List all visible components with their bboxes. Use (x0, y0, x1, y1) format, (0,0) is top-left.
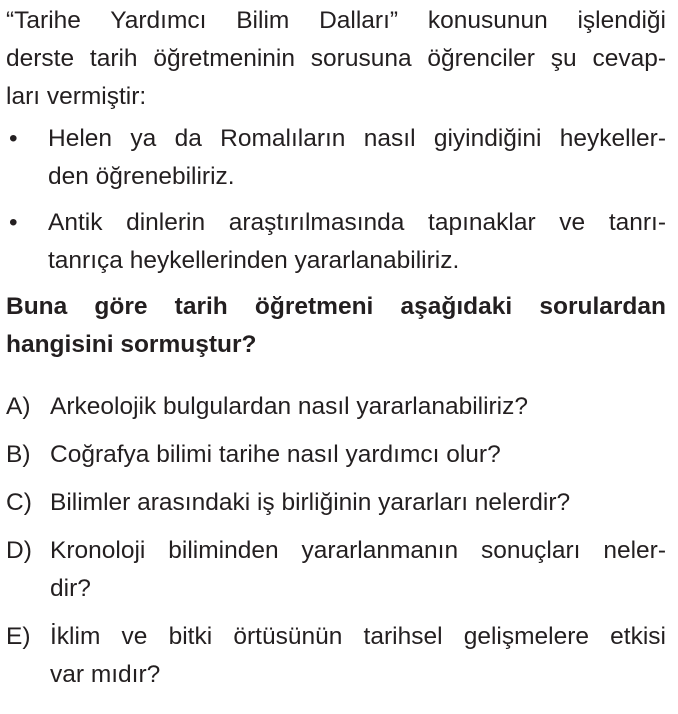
option-e[interactable] (6, 618, 666, 694)
prompt-line-1: Buna göre tarih öğretmeni aşağıdaki sorulardan (6, 293, 666, 320)
option-text: Bilimler arasındaki iş birliğinin yararları nelerdir? (50, 489, 571, 516)
option-c[interactable] (6, 484, 666, 522)
option-text: Arkeolojik bulgulardan nasıl yararlanabiliriz? (50, 393, 529, 420)
question-prompt (6, 288, 666, 364)
student-answers (6, 120, 666, 280)
option-a[interactable] (6, 388, 666, 426)
question-block (6, 2, 666, 704)
option-letter: D) (6, 537, 32, 564)
answer-item-2 (6, 204, 666, 280)
option-text-line-2: dir? (50, 575, 91, 602)
option-b[interactable] (6, 436, 666, 474)
option-text-line-1: İklim ve bitki örtüsünün tarihsel gelişmelere etkisi (50, 623, 666, 650)
option-d[interactable] (6, 532, 666, 608)
answer-2-line-2: tanrıça heykellerinden yararlanabiliriz. (48, 247, 460, 274)
answer-2-line-1: Antik dinlerin araştırılmasında tapınaklar ve tanrı- (48, 209, 666, 236)
intro-line-1: “Tarihe Yardımcı Bilim Dalları” konusunun işlendiği (6, 7, 666, 34)
option-letter: C) (6, 489, 32, 516)
bullet-marker: • (9, 209, 18, 236)
answer-options (6, 388, 666, 694)
intro-line-2: derste tarih öğretmeninin sorusuna öğrenciler şu cevap- (6, 45, 666, 72)
option-text-line-2: var mıdır? (50, 661, 161, 688)
intro-line-3: ları vermiştir: (6, 83, 147, 110)
prompt-line-2: hangisini sormuştur? (6, 331, 257, 358)
option-text-line-1: Kronoloji biliminden yararlanmanın sonuçları neler- (50, 537, 666, 564)
option-letter: B) (6, 441, 31, 468)
question-intro (6, 2, 666, 116)
answer-1-line-1: Helen ya da Romalıların nasıl giyindiğini heykeller- (48, 125, 666, 152)
answer-item-1 (6, 120, 666, 196)
bullet-marker: • (9, 125, 18, 152)
option-text: Coğrafya bilimi tarihe nasıl yardımcı olur? (50, 441, 501, 468)
option-letter: E) (6, 623, 31, 650)
option-letter: A) (6, 393, 31, 420)
answer-1-line-2: den öğrenebiliriz. (48, 163, 235, 190)
